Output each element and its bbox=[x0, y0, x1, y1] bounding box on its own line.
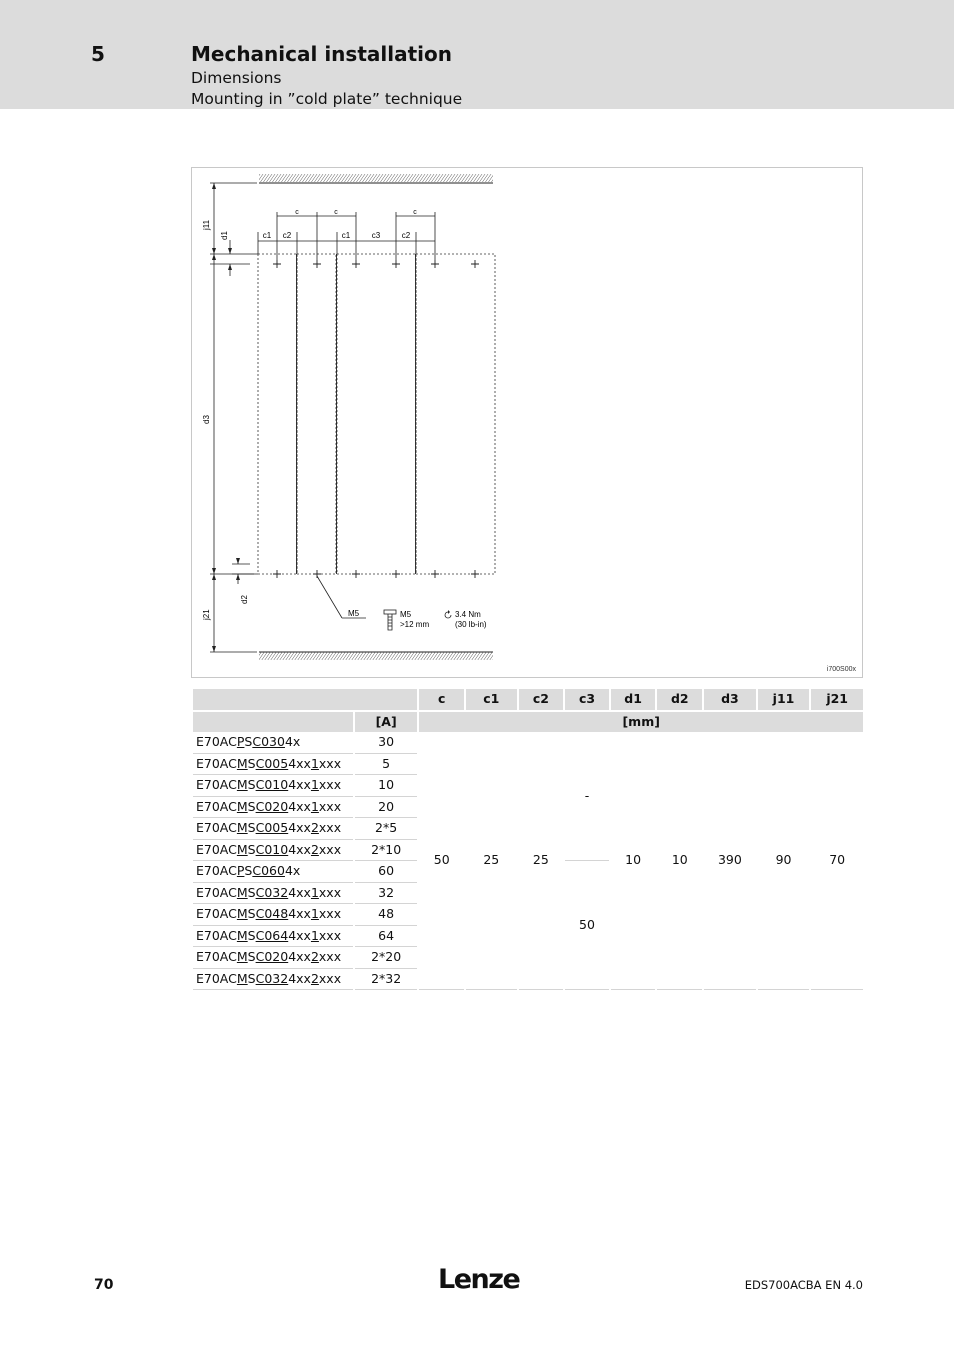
col-header-c3: c3 bbox=[565, 689, 609, 710]
type-code-part: C010 bbox=[255, 841, 289, 857]
label-c1-b: c1 bbox=[341, 231, 351, 240]
label-c-3: c bbox=[413, 209, 417, 216]
type-code-part: 4xx bbox=[288, 798, 311, 814]
value-d3: 390 bbox=[704, 732, 756, 990]
label-j21: j21 bbox=[202, 609, 211, 620]
unit-blank bbox=[193, 710, 353, 733]
label-torque-nm: 3.4 Nm bbox=[455, 610, 481, 619]
arrow-j21-bottom bbox=[212, 646, 216, 652]
dimension-drawing-svg bbox=[192, 168, 864, 679]
type-code-part: xxx bbox=[318, 927, 342, 943]
type-code-part: xxx bbox=[318, 949, 342, 964]
type-code-part: M bbox=[236, 906, 248, 921]
type-code bbox=[193, 775, 353, 797]
type-code-part: 4xx bbox=[288, 777, 311, 792]
type-code-part: 4xx bbox=[288, 949, 311, 964]
label-screw-length: >12 mm bbox=[400, 620, 430, 629]
type-code-part: 2 bbox=[310, 820, 319, 835]
type-code-part: 4xx bbox=[288, 927, 311, 943]
type-code bbox=[193, 861, 353, 883]
document-id: EDS700ACBA EN 4.0 bbox=[744, 1278, 863, 1292]
type-code-part: E70AC bbox=[196, 841, 237, 857]
type-code-part: E70AC bbox=[196, 949, 237, 964]
type-code-part: C020 bbox=[255, 798, 289, 814]
type-code-part: xxx bbox=[318, 755, 342, 771]
type-code-part: 1 bbox=[310, 884, 319, 900]
type-code-part: E70AC bbox=[196, 798, 237, 814]
value-c: 50 bbox=[419, 732, 464, 990]
rated-current: 20 bbox=[355, 797, 418, 819]
type-code-part: C005 bbox=[255, 755, 289, 771]
type-code-part: 1 bbox=[310, 777, 319, 792]
type-code-part: S bbox=[247, 755, 256, 771]
type-code-part: S bbox=[244, 863, 253, 878]
unit-current: [A] bbox=[355, 710, 418, 733]
rated-current: 2*20 bbox=[355, 947, 418, 969]
type-code-part: 4xx bbox=[288, 820, 311, 835]
dimension-drawing bbox=[191, 167, 863, 678]
type-code-part: C030 bbox=[252, 734, 285, 749]
type-code-part: S bbox=[244, 734, 253, 749]
type-code-part: xxx bbox=[318, 970, 342, 986]
type-code-part: S bbox=[247, 798, 256, 814]
type-code-part: M bbox=[236, 755, 248, 771]
label-j11: j11 bbox=[202, 219, 211, 230]
type-code-part: 1 bbox=[310, 927, 319, 943]
type-code-part: M bbox=[236, 820, 248, 835]
type-code-part: xxx bbox=[318, 777, 342, 792]
screw-icon bbox=[384, 610, 396, 630]
type-code-part: C020 bbox=[255, 949, 289, 964]
label-c-1: c bbox=[295, 209, 299, 216]
type-code-part: P bbox=[236, 734, 245, 749]
value-j11: 90 bbox=[758, 732, 810, 990]
arrow-d2-b bbox=[236, 574, 240, 580]
type-code-part: xxx bbox=[318, 841, 342, 857]
type-code-part: C060 bbox=[252, 863, 285, 878]
module-4-outline bbox=[416, 254, 495, 574]
label-d3: d3 bbox=[202, 415, 211, 424]
type-code-part: 1 bbox=[310, 906, 319, 921]
type-code bbox=[193, 883, 353, 905]
type-code-part: C048 bbox=[255, 906, 289, 921]
table-row bbox=[193, 732, 863, 754]
page-number: 70 bbox=[94, 1277, 114, 1293]
type-code-part: S bbox=[247, 906, 256, 921]
col-header-j21: j21 bbox=[811, 689, 863, 710]
value-c2: 25 bbox=[519, 732, 564, 990]
label-c1-a: c1 bbox=[262, 231, 272, 240]
type-code-part: S bbox=[247, 884, 256, 900]
type-code-part: E70AC bbox=[196, 820, 237, 835]
type-code bbox=[193, 754, 353, 776]
type-code-part: M bbox=[236, 798, 248, 814]
mounting-holes bbox=[273, 260, 479, 578]
arrow-j21-top bbox=[212, 574, 216, 580]
header-blank bbox=[193, 689, 417, 710]
rated-current: 30 bbox=[355, 732, 418, 754]
type-code-part: 2 bbox=[310, 841, 319, 857]
type-code-part: 1 bbox=[310, 798, 319, 814]
type-code-part: E70AC bbox=[196, 970, 237, 986]
type-code-part: S bbox=[247, 777, 256, 792]
type-code-part: 4xx bbox=[288, 970, 311, 986]
arrow-d1-a bbox=[228, 248, 232, 254]
section-subtitle: Dimensions bbox=[191, 69, 282, 87]
rated-current: 2*5 bbox=[355, 818, 418, 840]
arrow-d1-b bbox=[228, 264, 232, 270]
label-c3: c3 bbox=[371, 231, 381, 240]
table-unit-row bbox=[193, 710, 863, 733]
type-code bbox=[193, 840, 353, 862]
value-c3-upper: - bbox=[565, 732, 609, 861]
type-code-part: M bbox=[236, 970, 248, 986]
type-code-part: E70AC bbox=[196, 863, 237, 878]
label-c2-a: c2 bbox=[282, 231, 292, 240]
type-code-part: 4xx bbox=[288, 841, 311, 857]
module-1-outline bbox=[258, 254, 297, 574]
type-code bbox=[193, 969, 353, 991]
unit-mm: [mm] bbox=[419, 710, 863, 733]
type-code-part: xxx bbox=[318, 820, 342, 835]
arrow-d3-bottom bbox=[212, 568, 216, 574]
value-c3-lower: 50 bbox=[565, 861, 609, 990]
col-header-j11: j11 bbox=[758, 689, 810, 710]
type-code bbox=[193, 947, 353, 969]
brand-logo: Lenze bbox=[438, 1264, 520, 1295]
dimensions-table bbox=[191, 689, 865, 990]
arrow-d2-a bbox=[236, 558, 240, 564]
type-code-part: S bbox=[247, 970, 256, 986]
arrow-j11-top bbox=[212, 183, 216, 189]
type-code-part: E70AC bbox=[196, 755, 237, 771]
rated-current: 10 bbox=[355, 775, 418, 797]
module-2-outline bbox=[297, 254, 336, 574]
arrow-j11-bottom bbox=[212, 248, 216, 254]
type-code-part: E70AC bbox=[196, 906, 237, 921]
col-header-d3: d3 bbox=[704, 689, 756, 710]
type-code-part: C064 bbox=[255, 927, 289, 943]
value-d2: 10 bbox=[657, 732, 702, 990]
type-code bbox=[193, 732, 353, 754]
rated-current: 5 bbox=[355, 754, 418, 776]
type-code bbox=[193, 904, 353, 926]
type-code-part: C005 bbox=[255, 820, 289, 835]
label-c2-b: c2 bbox=[401, 231, 411, 240]
col-header-c: c bbox=[419, 689, 464, 710]
col-header-c2: c2 bbox=[519, 689, 564, 710]
type-code-part: 1 bbox=[310, 755, 319, 771]
type-code-part: E70AC bbox=[196, 777, 237, 792]
type-code-part: E70AC bbox=[196, 734, 237, 749]
type-code-part: C010 bbox=[255, 777, 289, 792]
type-code-part: 2 bbox=[310, 949, 319, 964]
type-code-part: S bbox=[247, 949, 256, 964]
rated-current: 2*32 bbox=[355, 969, 418, 991]
type-code-part: 4x bbox=[284, 863, 301, 878]
type-code-part: 4x bbox=[284, 734, 301, 749]
type-code bbox=[193, 926, 353, 948]
col-header-d1: d1 bbox=[611, 689, 656, 710]
type-code bbox=[193, 818, 353, 840]
label-torque-lbin: (30 lb-in) bbox=[455, 620, 487, 629]
type-code-part: S bbox=[247, 841, 256, 857]
type-code-part: S bbox=[247, 927, 256, 943]
m5-leader bbox=[317, 576, 342, 618]
type-code-part: M bbox=[236, 949, 248, 964]
col-header-c1: c1 bbox=[466, 689, 517, 710]
type-code-part: E70AC bbox=[196, 884, 237, 900]
type-code-part: E70AC bbox=[196, 927, 237, 943]
type-code-part: 2 bbox=[310, 970, 319, 986]
section-subtitle-detail: Mounting in ”cold plate” technique bbox=[191, 90, 463, 108]
chapter-number: 5 bbox=[91, 42, 105, 66]
chapter-title: Mechanical installation bbox=[191, 42, 452, 66]
label-c-2: c bbox=[334, 209, 338, 216]
table-header-row bbox=[193, 689, 863, 710]
rated-current: 64 bbox=[355, 926, 418, 948]
type-code-part: M bbox=[236, 884, 248, 900]
rated-current: 48 bbox=[355, 904, 418, 926]
label-d2: d2 bbox=[240, 595, 249, 604]
type-code-part: M bbox=[236, 777, 248, 792]
value-j21: 70 bbox=[811, 732, 863, 990]
type-code-part: 4xx bbox=[288, 884, 311, 900]
arrow-d3-top bbox=[212, 254, 216, 260]
type-code-part: M bbox=[236, 927, 248, 943]
type-code-part: 4xx bbox=[288, 906, 311, 921]
type-code-part: C032 bbox=[255, 884, 289, 900]
type-code-part: P bbox=[236, 863, 245, 878]
label-d1: d1 bbox=[220, 231, 229, 240]
value-c1: 25 bbox=[466, 732, 517, 990]
col-header-d2: d2 bbox=[657, 689, 702, 710]
rated-current: 32 bbox=[355, 883, 418, 905]
type-code-part: 4xx bbox=[288, 755, 311, 771]
type-code-part: xxx bbox=[318, 906, 342, 921]
torque-icon bbox=[445, 610, 451, 618]
module-3-outline bbox=[337, 254, 416, 574]
figure-id: i700S00x bbox=[826, 666, 856, 673]
label-screw-size: M5 bbox=[400, 610, 412, 619]
type-code-part: M bbox=[236, 841, 248, 857]
type-code-part: xxx bbox=[318, 884, 342, 900]
rated-current: 2*10 bbox=[355, 840, 418, 862]
type-code-part: S bbox=[247, 820, 256, 835]
header-band bbox=[0, 0, 954, 109]
type-code bbox=[193, 797, 353, 819]
table-body bbox=[193, 732, 863, 990]
label-m5: M5 bbox=[348, 609, 360, 618]
value-d1: 10 bbox=[611, 732, 656, 990]
type-code-part: xxx bbox=[318, 798, 342, 814]
rated-current: 60 bbox=[355, 861, 418, 883]
type-code-part: C032 bbox=[255, 970, 289, 986]
top-wall-hatch bbox=[259, 174, 493, 182]
bottom-wall-hatch bbox=[259, 652, 493, 660]
